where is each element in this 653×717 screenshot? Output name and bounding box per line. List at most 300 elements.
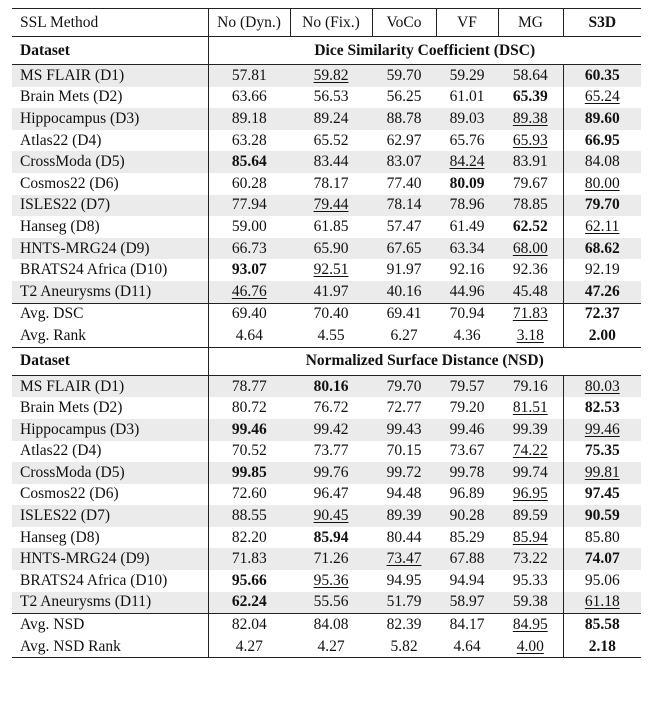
- value-cell: [436, 441, 498, 463]
- value-text: 65.93: [512, 131, 548, 149]
- value-text: 78.17: [313, 174, 349, 192]
- value-text: 6.27: [390, 326, 418, 344]
- value-cell: [372, 108, 436, 130]
- value-text: 95.33: [512, 571, 548, 589]
- value-text: 89.18: [231, 109, 267, 127]
- value-text: 74.22: [512, 442, 548, 460]
- value-cell: [498, 173, 563, 195]
- value-cell: [498, 108, 563, 130]
- value-cell: [208, 484, 290, 506]
- value-text: 92.16: [449, 261, 485, 279]
- value-cell: [498, 216, 563, 238]
- value-cell: [436, 325, 498, 347]
- value-cell: [436, 151, 498, 173]
- value-text: 76.72: [313, 399, 349, 417]
- value-cell: [563, 375, 641, 397]
- value-text: 80.72: [231, 399, 267, 417]
- value-text: 99.74: [512, 463, 548, 481]
- value-text: 99.85: [231, 463, 267, 481]
- row-label: BRATS24 Africa (D10): [20, 261, 168, 279]
- value-cell: [290, 303, 372, 325]
- value-text: 4.00: [516, 637, 544, 655]
- value-text: 73.67: [449, 442, 485, 460]
- value-cell: [498, 65, 563, 87]
- value-cell: [290, 614, 372, 636]
- row-label: ISLES22 (D7): [12, 195, 208, 217]
- value-cell: [563, 592, 641, 614]
- dsc-data-row: [12, 65, 641, 87]
- value-text: 69.41: [386, 305, 422, 323]
- value-text: 88.78: [386, 109, 422, 127]
- value-cell: [563, 527, 641, 549]
- value-text: 85.64: [231, 153, 267, 171]
- value-cell: [208, 259, 290, 281]
- value-text: 78.77: [231, 377, 267, 395]
- value-text: 83.07: [386, 153, 422, 171]
- value-cell: [290, 151, 372, 173]
- row-label: HNTS-MRG24 (D9): [12, 548, 208, 570]
- row-label: Hanseg (D8): [20, 528, 100, 546]
- row-label: MS FLAIR (D1): [12, 375, 208, 397]
- value-text: 41.97: [313, 282, 349, 300]
- value-cell: [290, 527, 372, 549]
- column-header-row: [12, 9, 641, 37]
- value-cell: [372, 375, 436, 397]
- value-text: 89.60: [584, 109, 620, 127]
- value-text: 70.15: [386, 442, 422, 460]
- value-cell: [436, 259, 498, 281]
- value-text: 95.06: [584, 571, 620, 589]
- results-table-body: [12, 9, 641, 658]
- value-text: 85.94: [313, 528, 349, 546]
- dsc-data-row: [12, 108, 641, 130]
- value-cell: [372, 614, 436, 636]
- value-text: 57.81: [231, 66, 267, 84]
- value-text: 99.43: [386, 420, 422, 438]
- value-text: 99.76: [313, 463, 349, 481]
- value-cell: [563, 259, 641, 281]
- value-cell: [563, 505, 641, 527]
- value-text: 77.94: [231, 196, 267, 214]
- value-text: 71.83: [231, 550, 267, 568]
- value-text: 80.44: [386, 528, 422, 546]
- value-cell: [498, 281, 563, 303]
- value-text: 47.26: [584, 282, 620, 300]
- nsd-section-title: Normalized Surface Distance (NSD): [208, 347, 641, 375]
- value-cell: [563, 441, 641, 463]
- value-cell: [290, 325, 372, 347]
- row-label: Brain Mets (D2): [20, 399, 123, 417]
- value-cell: [436, 303, 498, 325]
- value-text: 59.82: [313, 66, 349, 84]
- value-text: 79.20: [449, 399, 485, 417]
- value-cell: [372, 419, 436, 441]
- value-text: 58.64: [512, 66, 548, 84]
- value-text: 84.17: [449, 616, 485, 634]
- value-cell: [208, 592, 290, 614]
- nsd-section-header: [12, 347, 641, 375]
- value-text: 79.57: [449, 377, 485, 395]
- value-cell: [436, 505, 498, 527]
- dsc-data-row: [12, 259, 641, 281]
- value-cell: [436, 592, 498, 614]
- value-cell: [498, 441, 563, 463]
- value-cell: [208, 195, 290, 217]
- nsd-data-row: [12, 375, 641, 397]
- value-cell: [563, 195, 641, 217]
- value-text: 70.52: [231, 442, 267, 460]
- value-cell: [563, 303, 641, 325]
- value-cell: [372, 65, 436, 87]
- value-text: 84.08: [313, 616, 349, 634]
- value-text: 2.18: [588, 637, 616, 655]
- value-cell: [563, 65, 641, 87]
- value-cell: [208, 462, 290, 484]
- value-cell: [563, 281, 641, 303]
- value-text: 74.07: [584, 550, 620, 568]
- value-cell: [436, 375, 498, 397]
- nsd-data-row: [12, 462, 641, 484]
- value-text: 65.24: [584, 88, 620, 106]
- value-text: 94.48: [386, 485, 422, 503]
- value-cell: [208, 303, 290, 325]
- value-text: 60.28: [231, 174, 267, 192]
- value-text: 85.29: [449, 528, 485, 546]
- value-cell: [372, 173, 436, 195]
- value-text: 4.55: [317, 326, 345, 344]
- value-cell: [436, 614, 498, 636]
- value-text: 90.28: [449, 507, 485, 525]
- value-cell: [498, 375, 563, 397]
- value-cell: [436, 216, 498, 238]
- value-cell: [372, 259, 436, 281]
- value-text: 60.35: [584, 66, 620, 84]
- row-label: T2 Aneurysms (D11): [12, 281, 208, 303]
- value-text: 80.03: [584, 377, 620, 395]
- nsd-data-row: [12, 527, 641, 549]
- value-text: 68.62: [584, 239, 620, 257]
- value-text: 79.44: [313, 196, 349, 214]
- value-cell: [563, 87, 641, 109]
- value-cell: [436, 238, 498, 260]
- value-text: 92.36: [512, 261, 548, 279]
- value-text: 3.18: [516, 326, 544, 344]
- value-cell: [290, 441, 372, 463]
- value-cell: [208, 130, 290, 152]
- value-text: 99.72: [386, 463, 422, 481]
- value-text: 70.94: [449, 305, 485, 323]
- value-text: 63.66: [231, 88, 267, 106]
- value-cell: [563, 636, 641, 658]
- dsc-dataset-label: Dataset: [12, 37, 208, 65]
- value-text: 89.39: [386, 507, 422, 525]
- value-cell: [208, 375, 290, 397]
- column-header-mg: MG: [498, 9, 563, 37]
- value-cell: [372, 303, 436, 325]
- value-cell: [372, 441, 436, 463]
- value-text: 99.42: [313, 420, 349, 438]
- value-cell: [436, 195, 498, 217]
- column-header-no-fix: No (Fix.): [290, 9, 372, 37]
- value-text: 63.34: [449, 239, 485, 257]
- value-text: 90.59: [584, 507, 620, 525]
- dsc-section-title: Dice Similarity Coefficient (DSC): [208, 37, 641, 65]
- value-text: 65.39: [512, 88, 548, 106]
- value-text: 95.36: [313, 571, 349, 589]
- value-cell: [563, 548, 641, 570]
- value-text: 67.88: [449, 550, 485, 568]
- value-cell: [563, 238, 641, 260]
- value-cell: [290, 195, 372, 217]
- row-label: Avg. NSD Rank: [12, 636, 208, 658]
- value-text: 78.14: [386, 196, 422, 214]
- nsd-data-row: [12, 419, 641, 441]
- value-cell: [208, 505, 290, 527]
- dsc-data-row: [12, 130, 641, 152]
- row-label: Cosmos22 (D6): [20, 485, 119, 503]
- value-text: 66.73: [231, 239, 267, 257]
- value-text: 4.64: [453, 637, 481, 655]
- value-cell: [208, 216, 290, 238]
- value-cell: [498, 570, 563, 592]
- value-cell: [290, 281, 372, 303]
- value-text: 79.16: [512, 377, 548, 395]
- row-label: Brain Mets (D2): [20, 88, 123, 106]
- value-text: 82.20: [231, 528, 267, 546]
- value-text: 71.83: [512, 305, 548, 323]
- value-text: 92.19: [584, 261, 620, 279]
- row-label: MS FLAIR (D1): [12, 65, 208, 87]
- value-text: 72.77: [386, 399, 422, 417]
- value-text: 95.66: [231, 571, 267, 589]
- value-text: 99.46: [449, 420, 485, 438]
- value-text: 66.95: [584, 131, 620, 149]
- value-cell: [563, 130, 641, 152]
- value-text: 65.76: [449, 131, 485, 149]
- value-cell: [563, 216, 641, 238]
- value-cell: [498, 238, 563, 260]
- value-cell: [498, 325, 563, 347]
- value-text: 56.25: [386, 88, 422, 106]
- value-cell: [208, 325, 290, 347]
- value-text: 61.01: [449, 88, 485, 106]
- value-cell: [208, 238, 290, 260]
- row-label: Hippocampus (D3): [12, 419, 208, 441]
- row-label: BRATS24 Africa (D10): [20, 571, 168, 589]
- value-cell: [372, 505, 436, 527]
- value-text: 85.80: [584, 528, 620, 546]
- value-cell: [498, 419, 563, 441]
- value-text: 89.24: [313, 109, 349, 127]
- value-cell: [372, 397, 436, 419]
- row-label: Atlas22 (D4): [20, 131, 102, 149]
- value-cell: [498, 592, 563, 614]
- row-label: T2 Aneurysms (D11): [12, 592, 208, 614]
- value-cell: [436, 419, 498, 441]
- value-text: 65.52: [313, 131, 349, 149]
- value-cell: [498, 397, 563, 419]
- value-text: 4.64: [235, 326, 263, 344]
- value-cell: [290, 238, 372, 260]
- value-cell: [498, 151, 563, 173]
- row-label: CrossModa (D5): [12, 462, 208, 484]
- value-text: 2.00: [588, 326, 616, 344]
- value-text: 85.58: [584, 616, 620, 634]
- column-header-voco: VoCo: [372, 9, 436, 37]
- value-text: 69.40: [231, 305, 267, 323]
- value-text: 82.39: [386, 616, 422, 634]
- value-text: 59.29: [449, 66, 485, 84]
- value-cell: [563, 570, 641, 592]
- nsd-data-row: [12, 484, 641, 506]
- value-cell: [208, 527, 290, 549]
- nsd-data-row: [12, 592, 641, 614]
- value-cell: [498, 614, 563, 636]
- value-cell: [290, 484, 372, 506]
- value-cell: [290, 87, 372, 109]
- value-cell: [208, 87, 290, 109]
- value-text: 80.00: [584, 174, 620, 192]
- value-text: 89.38: [512, 109, 548, 127]
- nsd-data-row: [12, 441, 641, 463]
- value-text: 83.91: [512, 153, 548, 171]
- value-text: 79.70: [584, 196, 620, 214]
- value-cell: [208, 419, 290, 441]
- value-cell: [208, 65, 290, 87]
- value-text: 62.24: [231, 593, 267, 611]
- value-text: 72.37: [584, 305, 620, 323]
- value-cell: [498, 130, 563, 152]
- dsc-section-header: [12, 37, 641, 65]
- dsc-data-row: [12, 195, 641, 217]
- column-header-s3d: S3D: [563, 9, 641, 37]
- value-text: 81.51: [512, 399, 548, 417]
- value-cell: [290, 462, 372, 484]
- value-text: 94.94: [449, 571, 485, 589]
- value-cell: [208, 173, 290, 195]
- value-cell: [372, 130, 436, 152]
- value-text: 97.45: [584, 485, 620, 503]
- value-text: 99.78: [449, 463, 485, 481]
- value-cell: [290, 259, 372, 281]
- value-cell: [372, 592, 436, 614]
- value-text: 96.95: [512, 485, 548, 503]
- row-label: Avg. NSD: [12, 614, 208, 636]
- value-cell: [563, 108, 641, 130]
- value-text: 67.65: [386, 239, 422, 257]
- value-cell: [290, 636, 372, 658]
- value-text: 85.94: [512, 528, 548, 546]
- value-cell: [372, 570, 436, 592]
- value-text: 44.96: [449, 282, 485, 300]
- value-text: 99.39: [512, 420, 548, 438]
- value-text: 61.85: [313, 217, 349, 235]
- value-text: 4.27: [317, 637, 345, 655]
- nsd-summary-row: [12, 636, 641, 658]
- value-text: 84.95: [512, 616, 548, 634]
- row-label: Hippocampus (D3): [12, 108, 208, 130]
- value-text: 71.26: [313, 550, 349, 568]
- value-text: 4.27: [235, 637, 263, 655]
- value-cell: [498, 636, 563, 658]
- value-text: 56.53: [313, 88, 349, 106]
- value-text: 84.08: [584, 153, 620, 171]
- value-cell: [436, 484, 498, 506]
- value-cell: [498, 259, 563, 281]
- row-label: Hanseg (D8): [20, 217, 100, 235]
- value-cell: [208, 441, 290, 463]
- value-cell: [436, 570, 498, 592]
- value-text: 79.67: [512, 174, 548, 192]
- value-cell: [290, 548, 372, 570]
- value-cell: [498, 484, 563, 506]
- value-cell: [372, 281, 436, 303]
- dsc-summary-row: [12, 325, 641, 347]
- value-cell: [498, 548, 563, 570]
- value-cell: [436, 636, 498, 658]
- dsc-data-row: [12, 216, 641, 238]
- value-cell: [372, 636, 436, 658]
- value-cell: [436, 548, 498, 570]
- value-text: 61.18: [584, 593, 620, 611]
- value-text: 88.55: [231, 507, 267, 525]
- value-text: 58.97: [449, 593, 485, 611]
- value-cell: [372, 87, 436, 109]
- value-text: 62.11: [585, 217, 620, 235]
- value-cell: [290, 375, 372, 397]
- value-cell: [208, 151, 290, 173]
- value-text: 59.00: [231, 217, 267, 235]
- value-text: 5.82: [390, 637, 418, 655]
- value-text: 55.56: [313, 593, 349, 611]
- value-text: 45.48: [512, 282, 548, 300]
- value-cell: [436, 397, 498, 419]
- value-cell: [436, 108, 498, 130]
- value-text: 99.81: [584, 463, 620, 481]
- value-cell: [436, 87, 498, 109]
- value-text: 59.38: [512, 593, 548, 611]
- value-cell: [372, 527, 436, 549]
- value-cell: [372, 216, 436, 238]
- value-text: 68.00: [512, 239, 548, 257]
- value-cell: [290, 419, 372, 441]
- value-text: 79.70: [386, 377, 422, 395]
- row-label: Cosmos22 (D6): [20, 174, 119, 192]
- nsd-data-row: [12, 570, 641, 592]
- value-cell: [563, 397, 641, 419]
- value-cell: [372, 325, 436, 347]
- value-cell: [208, 548, 290, 570]
- value-text: 77.40: [386, 174, 422, 192]
- value-cell: [290, 592, 372, 614]
- value-text: 89.59: [512, 507, 548, 525]
- value-cell: [290, 108, 372, 130]
- value-text: 80.09: [449, 174, 485, 192]
- value-text: 78.96: [449, 196, 485, 214]
- value-cell: [372, 151, 436, 173]
- value-cell: [208, 614, 290, 636]
- value-cell: [563, 614, 641, 636]
- value-text: 70.40: [313, 305, 349, 323]
- value-text: 46.76: [231, 282, 267, 300]
- value-cell: [436, 65, 498, 87]
- value-text: 84.24: [449, 153, 485, 171]
- value-text: 96.47: [313, 485, 349, 503]
- row-label: Atlas22 (D4): [20, 442, 102, 460]
- results-table: [12, 8, 641, 658]
- value-cell: [372, 484, 436, 506]
- value-cell: [372, 462, 436, 484]
